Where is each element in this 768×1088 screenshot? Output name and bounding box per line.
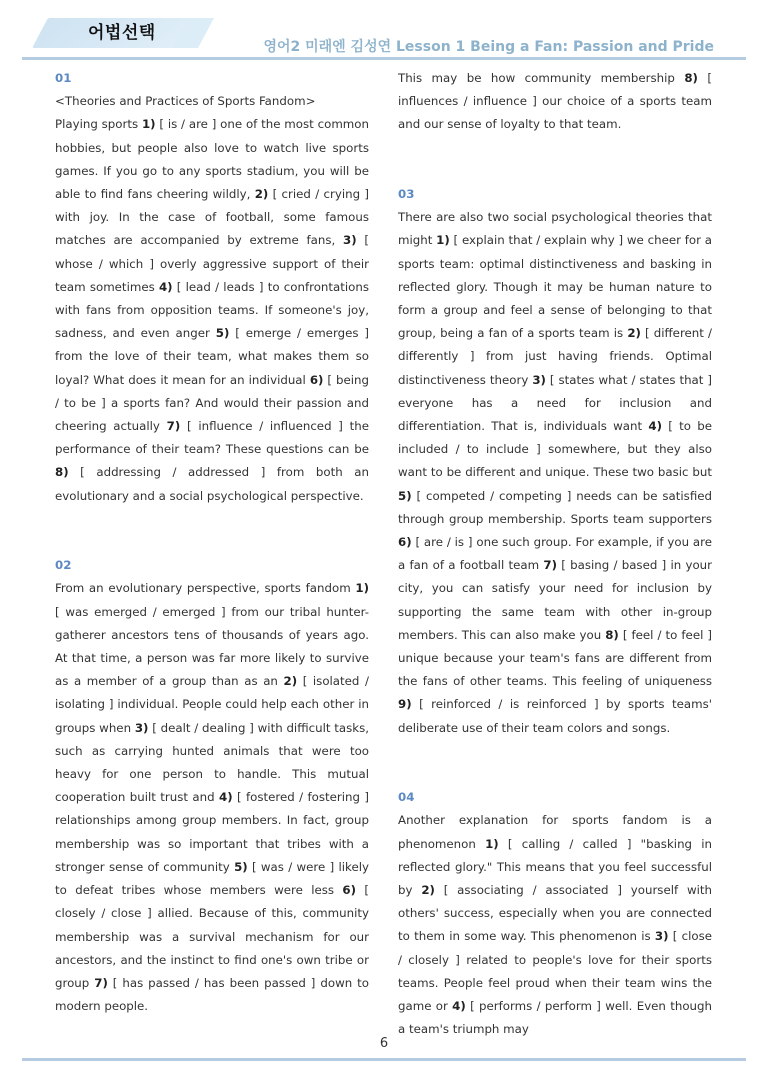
section-text: This may be how community membership 8) [ influences / influence ] our choice of a sports team and our sense of loyalty to that team. [398,71,712,132]
right-column [398,67,712,1088]
blank-number: 1) [436,233,450,248]
blank-number: 2) [283,674,298,689]
blank-number: 5) [234,859,248,874]
section-text: Another explanation for sports fandom is a phenomenon 1) [ calling / called ] "basking in reflected glory." This means that you feel successful by 2) [ associating / associated ] yourself with others' success, especially when you are connected to them in some way. This phenomenon is 3) [ close / closely ] related to people's love for their sports teams. People feel proud when their team wins the game or 4) [ performs / perform ] well. Even though a team's triumph may [398,813,713,1037]
header-badge: 어법선택 [88,23,156,43]
blank-number: 4) [452,999,466,1014]
section-02 [55,554,369,1018]
header-title: 영어2 미래엔 김성연 Lesson 1 Being a Fan: Passion and Pride [263,39,714,55]
blank-number: 3) [654,929,669,944]
header-divider [22,57,746,60]
blank-number: 6) [342,883,357,898]
section-01 [55,67,369,508]
section-text: From an evolutionary perspective, sports fandom 1) [ was emerged / emerged ] from our tribal hunter-gatherer ancestors tens of thousands of years ago. At that time, a person was far more likely to survive as a member of a group than as an 2) [ isolated / isolating ] individual. People could help each other in groups when 3) [ dealt / dealing ] with difficult tasks, such as carrying hunted animals that were too heavy for one person to handle. This mutual cooperation built trust and 4) [ fostered / fostering ] relationships among group members. In fact, group membership was so important that tribes with a stronger sense of community 5) [ was / were ] likely to defeat tribes whose members were less 6) [ closely / close ] allied. Because of this, community membership was a survival mechanism for our ancestors, and the instinct to find one's own tribe or group 7) [ has passed / has been passed ] down to modern people. [55,581,370,1014]
section-text: Playing sports 1) [ is / are ] one of the most common hobbies, but people also love to watch live sports games. If you go to any sports stadium, you will be able to find fans cheering wildly, 2) [ cried / crying ] with joy. In the case of football, some famous matches are accompanied by extreme fans, 3) [ whose / which ] overly aggressive support of their team sometimes 4) [ lead / leads ] to confrontations with fans from opposition teams. If someone's joy, sadness, and even anger 5) [ emerge / emerges ] from the love of their team, what makes them so loyal? What does it mean for an individual 6) [ being / to be ] a sports fan? And would their passion and cheering actually 7) [ influence / influenced ] the performance of their team? These questions can be 8) [ addressing / addressed ] from both an evolutionary and a social psychological perspective. [55,117,370,503]
blank-number: 1) [141,117,156,132]
blank-number: 4) [218,790,233,805]
section-title: <Theories and Practices of Sports Fandom> [55,94,316,109]
blank-number: 6) [398,535,412,550]
blank-number: 8) [684,71,698,85]
section-02-continued [398,67,712,137]
blank-number: 8) [55,465,69,480]
section-text: There are also two social psychological theories that might 1) [ explain that / explain why ] we cheer for a sports team: optimal distinctiveness and basking in reflected glory. Though it may be human nature to form a group and feel a sense of belonging to that group, being a fan of a sports team is 2) [ different / differently ] from just having friends. Optimal distinctiveness theory 3) [ states what / states that ] everyone has a need for inclusion and differentiation. That is, individuals want 4) [ to be included / to include ] somewhere, but they also want to be different and unique. These two basic but 5) [ competed / competing ] needs can be satisfied through group membership. Sports team supporters 6) [ are / is ] one such group. For example, if you are a fan of a football team 7) [ basing / based ] in your city, you can satisfy your need for inclusion by supporting the same team with other in-group members. This can also make you 8) [ feel / to feel ] unique because your team's fans are different from the fans of other teams. This feeling of uniqueness 9) [ reinforced / is reinforced ] by sports teams' deliberate use of their team colors and songs. [398,210,712,735]
blank-number: 8) [605,627,619,642]
section-number: 02 [55,558,72,573]
blank-number: 7) [166,419,181,434]
footer-divider [22,1058,746,1061]
section-number: 03 [398,187,415,201]
blank-number: 6) [309,372,324,387]
blank-number: 3) [532,372,546,387]
section-number: 01 [55,71,72,85]
blank-number: 4) [158,279,173,294]
section-number: 04 [398,790,415,805]
blank-number: 7) [94,975,108,990]
section-03 [398,183,712,740]
blank-number: 5) [398,488,412,503]
blank-number: 2) [254,187,269,202]
blank-number: 3) [134,720,149,735]
blank-number: 2) [627,326,641,341]
blank-number: 3) [343,233,357,248]
page-number: 6 [379,1036,389,1051]
blank-number: 2) [421,883,435,898]
section-04 [398,786,712,1041]
blank-number: 1) [485,836,499,851]
blank-number: 5) [215,326,230,341]
left-column [55,67,369,1065]
blank-number: 1) [355,581,369,596]
blank-number: 4) [648,419,662,434]
blank-number: 7) [543,558,557,573]
blank-number: 9) [398,697,412,712]
